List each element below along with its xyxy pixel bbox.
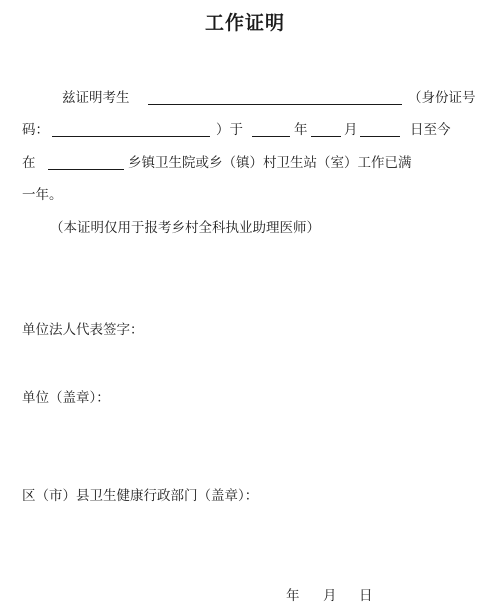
until-now-text: 日至今: [410, 122, 451, 138]
at-text: 在: [22, 155, 36, 171]
since-text: ）于: [216, 122, 243, 138]
start-month-label: 月: [344, 122, 358, 138]
start-month-blank[interactable]: [311, 136, 341, 137]
health-dept-seal-label: 区（市）县卫生健康行政部门（盖章）：: [22, 488, 259, 504]
candidate-name-blank[interactable]: [148, 104, 402, 105]
date-day-label: 日: [359, 588, 373, 604]
legal-rep-signature-label: 单位法人代表签字：: [22, 322, 144, 338]
date-year-label: 年: [286, 588, 300, 604]
start-year-label: 年: [294, 122, 308, 138]
start-year-blank[interactable]: [252, 136, 290, 137]
document-title: 工作证明: [204, 12, 285, 34]
start-day-blank[interactable]: [360, 136, 400, 137]
id-number-label-start: （身份证号: [408, 90, 476, 106]
certify-lead-text: 兹证明考生: [62, 90, 130, 106]
usage-note: （本证明仅用于报考乡村全科执业助理医师）: [50, 220, 320, 236]
workplace-text: 乡镇卫生院或乡（镇）村卫生站（室）工作已满: [128, 155, 412, 171]
id-number-blank[interactable]: [52, 136, 210, 137]
id-number-label-end: 码：: [22, 122, 49, 138]
one-year-text: 一年。: [22, 187, 63, 203]
date-month-label: 月: [323, 588, 337, 604]
township-blank[interactable]: [48, 169, 124, 170]
unit-seal-label: 单位（盖章）：: [22, 390, 110, 406]
